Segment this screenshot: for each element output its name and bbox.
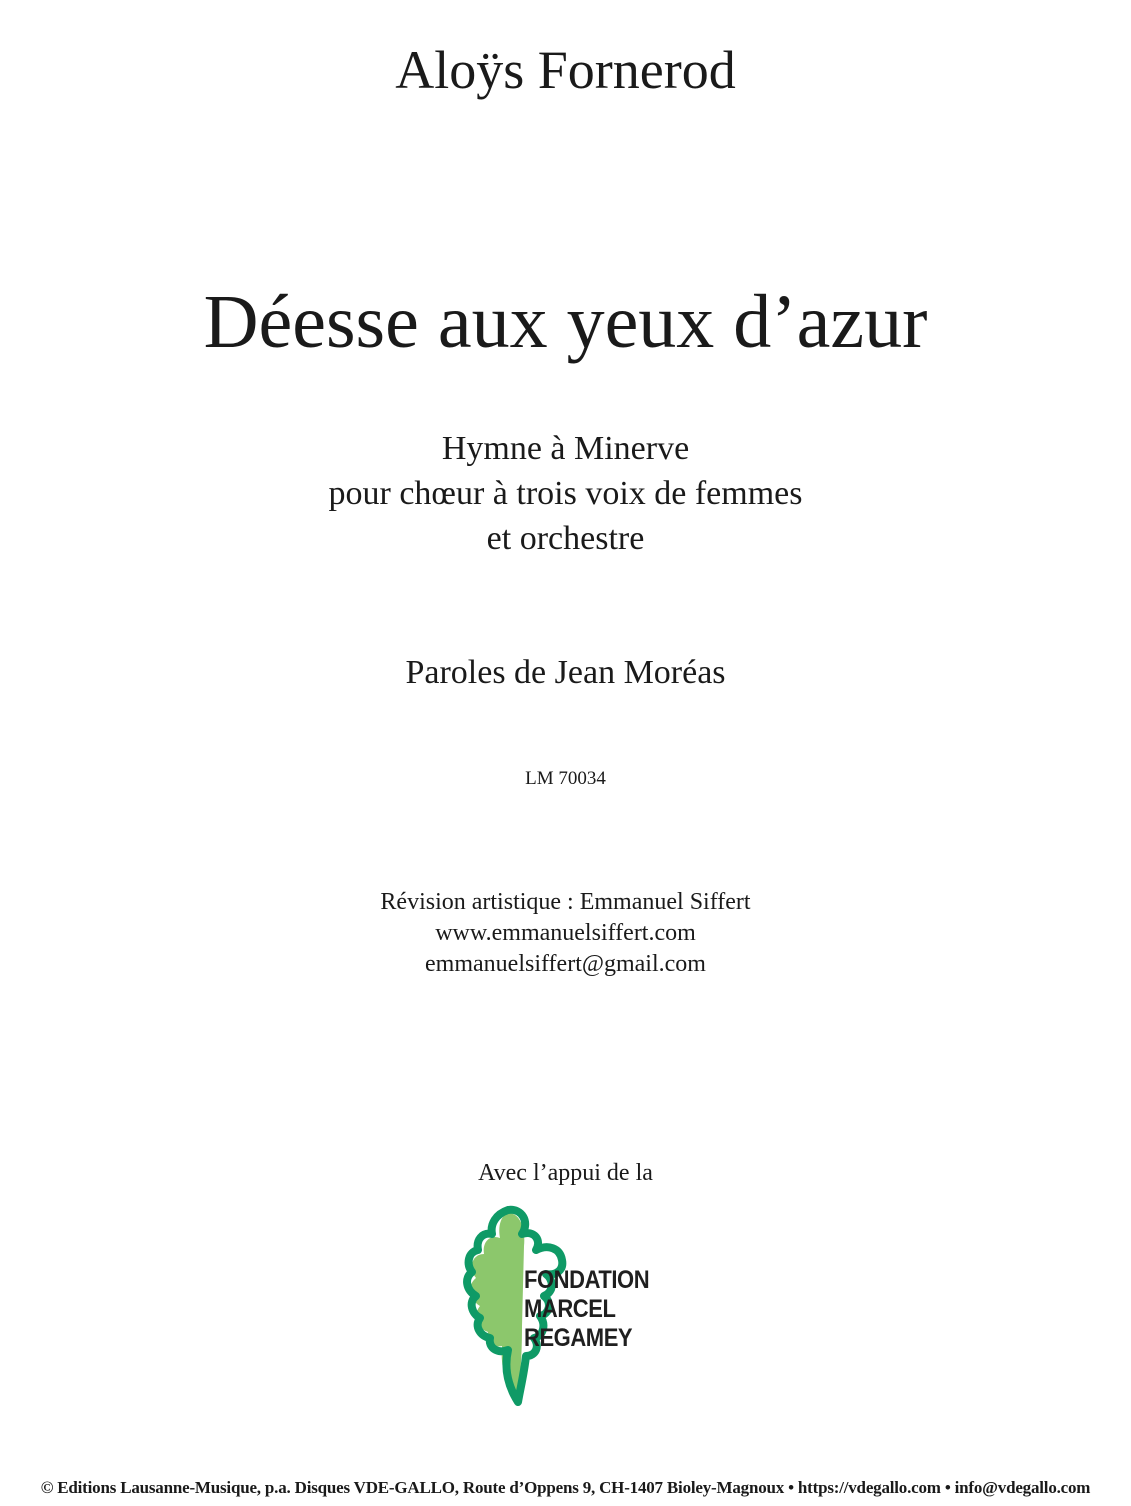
logo-line: FONDATION <box>524 1266 650 1294</box>
subtitle-line: et orchestre <box>486 520 645 557</box>
lyricist-credit: Paroles de Jean Moréas <box>405 654 726 691</box>
fondation-marcel-regamey-logo <box>446 1206 686 1404</box>
revision-website-link[interactable]: www.emmanuelsiffert.com <box>435 920 696 946</box>
subtitle-line: pour chœur à trois voix de femmes <box>328 475 803 512</box>
logo-line: MARCEL <box>524 1295 616 1323</box>
revision-credit: Révision artistique : Emmanuel Siffert <box>380 889 751 915</box>
catalog-number: LM 70034 <box>525 768 606 789</box>
work-title: Déesse aux yeux d’azur <box>203 280 928 364</box>
work-subtitle <box>0 426 1131 561</box>
subtitle-line: Hymne à Minerve <box>441 430 690 467</box>
revision-block <box>0 887 1131 980</box>
revision-email-link[interactable]: emmanuelsiffert@gmail.com <box>425 951 706 977</box>
composer-name: Aloÿs Fornerod <box>395 40 736 100</box>
logo-line: REGAMEY <box>524 1324 633 1352</box>
publisher-footer: © Editions Lausanne-Musique, p.a. Disques VDE-GALLO, Route d’Oppens 9, CH-1407 Bioley-Magnoux • https://vdegallo.com • info@vdegallo.com <box>40 1478 1091 1497</box>
logo-wordmark <box>524 1266 649 1353</box>
support-text: Avec l’appui de la <box>478 1160 653 1186</box>
